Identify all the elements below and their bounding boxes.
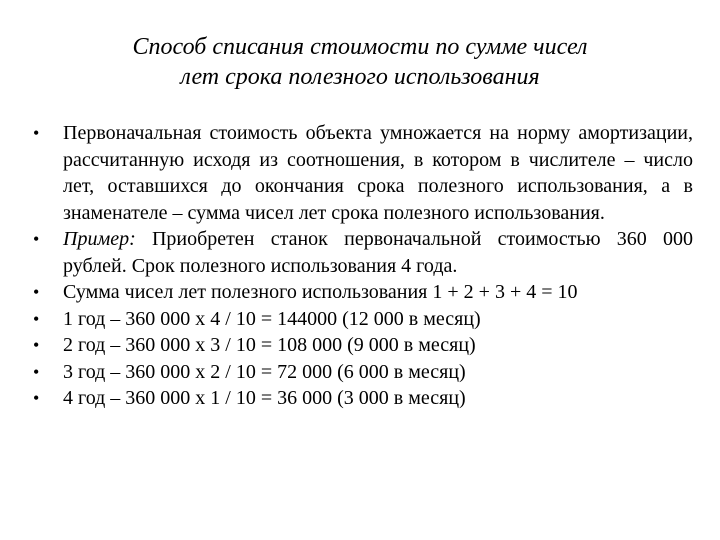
bullet-dot-icon: • [33,229,40,249]
bullet-text: Сумма чисел лет полезного использования 1 + 2 + 3 + 4 = 10 [63,281,578,303]
slide-title [40,32,680,92]
bullet-text: Первоначальная стоимость объекта умножается на норму амортизации, рассчитанную исходя из соотношения, в котором в числителе – число лет, оставшихся до окончания срока полезного использования, а в знаменателе – сумма чисел лет срока полезного использования. [63,122,693,224]
bullet-text: 1 год – 360 000 х 4 / 10 = 144000 (12 000 в месяц) [63,307,481,330]
bullet-item-year-2 [33,332,693,359]
bullet-dot-icon: • [33,282,40,302]
bullet-text: 3 год – 360 000 х 2 / 10 = 72 000 (6 000 в месяц) [63,360,466,383]
bullet-dot-icon: • [33,123,40,143]
example-label: Пример: [63,228,136,250]
example-text: Приобретен станок первоначальной стоимостью 360 000 рублей. Срок полезного использования 4 года. [63,228,693,277]
title-line-1: Способ списания стоимости по сумме чисел [132,34,588,60]
bullet-text [63,226,693,279]
bullet-dot-icon: • [33,361,40,382]
bullet-text: 2 год – 360 000 х 3 / 10 = 108 000 (9 000 в месяц) [63,334,476,356]
bullet-list [33,120,693,412]
bullet-item-description [33,120,693,226]
bullet-dot-icon: • [33,335,40,355]
bullet-item-year-1 [33,306,693,333]
bullet-text: 4 год – 360 000 х 1 / 10 = 36 000 (3 000 в месяц) [63,387,466,409]
bullet-item-sum-of-years [33,279,693,306]
bullet-item-year-4 [33,385,693,412]
bullet-dot-icon: • [33,388,40,408]
bullet-item-year-3 [33,359,693,386]
bullet-item-example [33,226,693,279]
bullet-dot-icon: • [33,308,40,329]
title-line-2: лет срока полезного использования [180,64,540,90]
